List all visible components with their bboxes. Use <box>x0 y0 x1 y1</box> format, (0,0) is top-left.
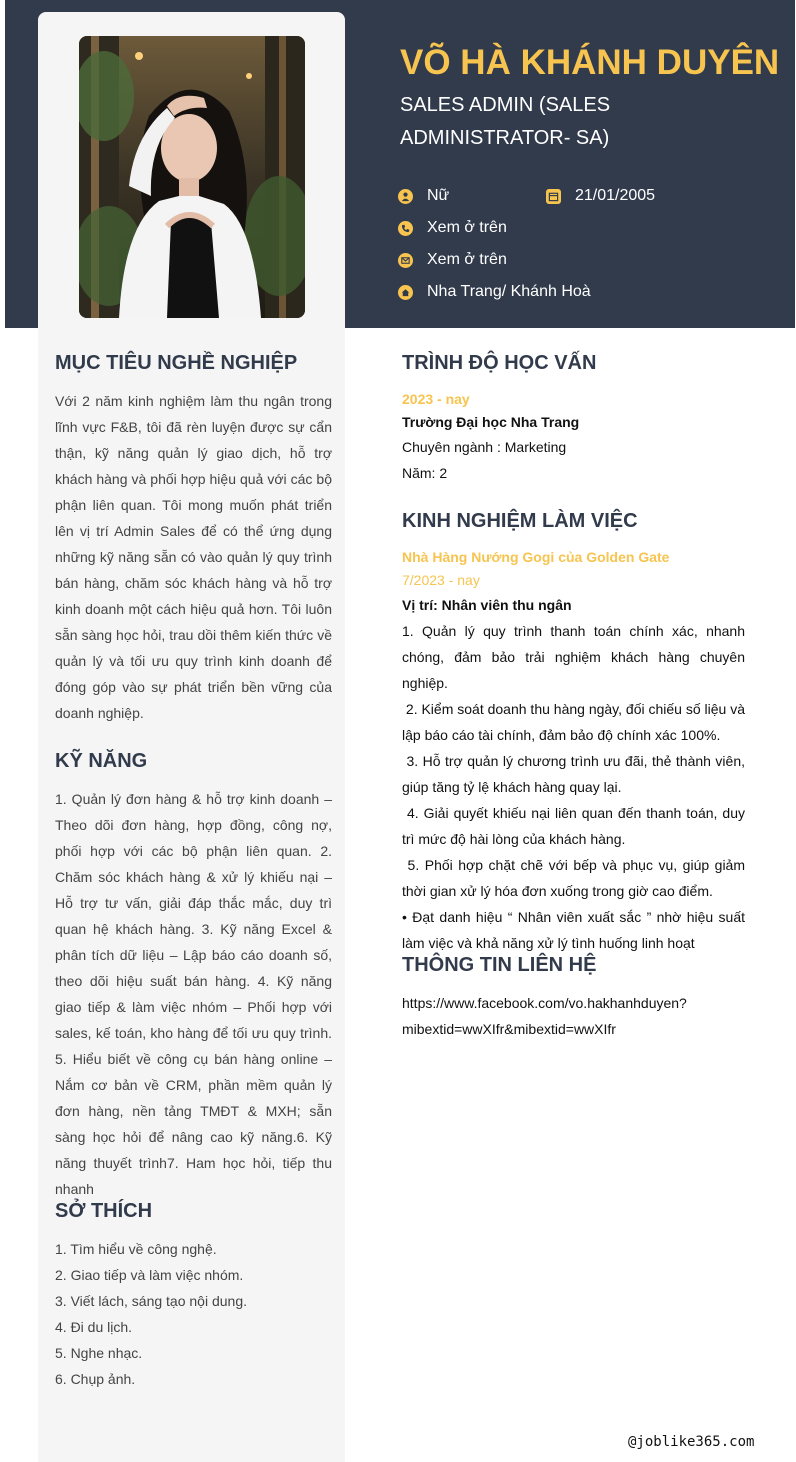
contact-title: THÔNG TIN LIÊN HỆ <box>402 954 597 976</box>
education-year: Năm: 2 <box>402 465 448 481</box>
email-row <box>398 249 507 271</box>
education-school: Trường Đại học Nha Trang <box>402 414 580 430</box>
duty-item: 3. Hỗ trợ quản lý chương trình ưu đãi, thẻ thành viên, giúp tăng tỷ lệ khách hàng quay lại. <box>402 753 749 795</box>
address-value: Nha Trang/ Khánh Hoà <box>427 283 591 300</box>
experience-title: KINH NGHIỆM LÀM VIỆC <box>402 510 638 532</box>
profile-photo <box>79 36 305 318</box>
duty-item: 4. Giải quyết khiếu nại liên quan đến thanh toán, duy trì mức độ hài lòng của khách hàng. <box>402 805 749 847</box>
phone-value: Xem ở trên <box>427 219 507 236</box>
experience-company: Nhà Hàng Nướng Gogi của Golden Gate <box>402 549 670 565</box>
watermark: @joblike365.com <box>628 1434 755 1450</box>
gender-value: Nữ <box>427 187 450 204</box>
duty-item: • Đạt danh hiệu “ Nhân viên xuất sắc ” nhờ hiệu suất làm việc và khả năng xử lý tình huống linh hoạt <box>402 909 745 951</box>
list-item: 5. Nghe nhạc. <box>55 1345 143 1361</box>
contact-link-line-1[interactable]: https://www.facebook.com/vo.hakhanhduyen? <box>402 995 687 1011</box>
list-item: 4. Đi du lịch. <box>55 1319 133 1335</box>
contact-link-line-2[interactable]: mibextid=wwXIfr&mibextid=wwXIfr <box>402 1021 616 1037</box>
birthdate-value: 21/01/2005 <box>575 187 656 204</box>
education-major: Chuyên ngành : Marketing <box>402 439 567 455</box>
person-icon <box>398 189 413 204</box>
calendar-icon <box>546 189 561 204</box>
education-title: TRÌNH ĐỘ HỌC VẤN <box>402 352 597 374</box>
objective-title: MỤC TIÊU NGHỀ NGHIỆP <box>55 352 298 374</box>
phone-row <box>398 217 507 239</box>
job-title: SALES ADMIN (SALES ADMINISTRATOR- SA) <box>400 94 611 149</box>
birthdate-row <box>546 185 655 207</box>
experience-position: Vị trí: Nhân viên thu ngân <box>402 597 572 613</box>
list-item: 2. Giao tiếp và làm việc nhóm. <box>55 1267 244 1283</box>
list-item: 1. Tìm hiểu về công nghệ. <box>55 1241 217 1257</box>
hobbies-list <box>55 1236 332 1392</box>
list-item: 6. Chụp ảnh. <box>55 1371 136 1387</box>
hobbies-title: SỞ THÍCH <box>55 1200 153 1222</box>
email-icon <box>398 253 413 268</box>
duty-item: 5. Phối hợp chặt chẽ với bếp và phục vụ, giúp giảm thời gian xử lý hóa đơn xuống trong giờ cao điểm. <box>402 857 749 899</box>
experience-period: 7/2023 - nay <box>402 572 480 588</box>
education-period: 2023 - nay <box>402 391 470 407</box>
duty-item: 1. Quản lý quy trình thanh toán chính xác, nhanh chóng, đảm bảo trải nghiệm khách hàng chuyên nghiệp. <box>402 623 745 691</box>
candidate-name: VÕ HÀ KHÁNH DUYÊN <box>400 43 780 82</box>
experience-duties <box>402 618 749 956</box>
address-row <box>398 281 591 303</box>
skills-title: KỸ NĂNG <box>55 750 148 772</box>
duty-item: 2. Kiểm soát doanh thu hàng ngày, đối chiếu số liệu và lập báo cáo tài chính, đảm bảo độ chính xác 100%. <box>402 701 749 743</box>
email-value: Xem ở trên <box>427 251 507 268</box>
list-item: 3. Viết lách, sáng tạo nội dung. <box>55 1293 247 1309</box>
skills-text: 1. Quản lý đơn hàng & hỗ trợ kinh doanh – Theo dõi đơn hàng, hợp đồng, công nợ, phối hợp với các bộ phận liên quan. 2. Chăm sóc khách hàng & xử lý khiếu nại – Hỗ trợ tư vấn, giải đáp thắc mắc, duy trì quan hệ khách hàng. 3. Kỹ năng Excel & phân tích dữ liệu – Lập báo cáo doanh số, theo dõi hiệu suất bán hàng. 4. Kỹ năng giao tiếp & làm việc nhóm – Phối hợp với sales, kế toán, kho hàng để tối ưu quy trình. 5. Hiểu biết về công cụ bán hàng online – Nắm cơ bản về CRM, phần mềm quản lý đơn hàng, nền tảng TMĐT & MXH; sẵn sàng học hỏi để nâng cao kỹ năng.6. Kỹ năng thuyết trình7. Ham học hỏi, tiếp thu nhanh <box>55 791 332 1197</box>
phone-icon <box>398 221 413 236</box>
objective-text: Với 2 năm kinh nghiệm làm thu ngân trong lĩnh vực F&B, tôi đã rèn luyện được sự cẩn thận, kỹ năng quản lý giao dịch, hỗ trợ khách hàng và phối hợp hiệu quả với các bộ phận liên quan. Tôi mong muốn phát triển lên vị trí Admin Sales để có thể ứng dụng những kỹ năng sẵn có vào quản lý quy trình bán hàng, chăm sóc khách hàng và hỗ trợ kinh doanh một cách hiệu quả hơn. Tôi luôn sẵn sàng học hỏi, trau dồi thêm kiến thức về quản lý và tối ưu quy trình kinh doanh để đóng góp vào sự phát triển bền vững của doanh nghiệp. <box>55 393 332 721</box>
gender-row <box>398 185 449 207</box>
home-icon <box>398 285 413 300</box>
